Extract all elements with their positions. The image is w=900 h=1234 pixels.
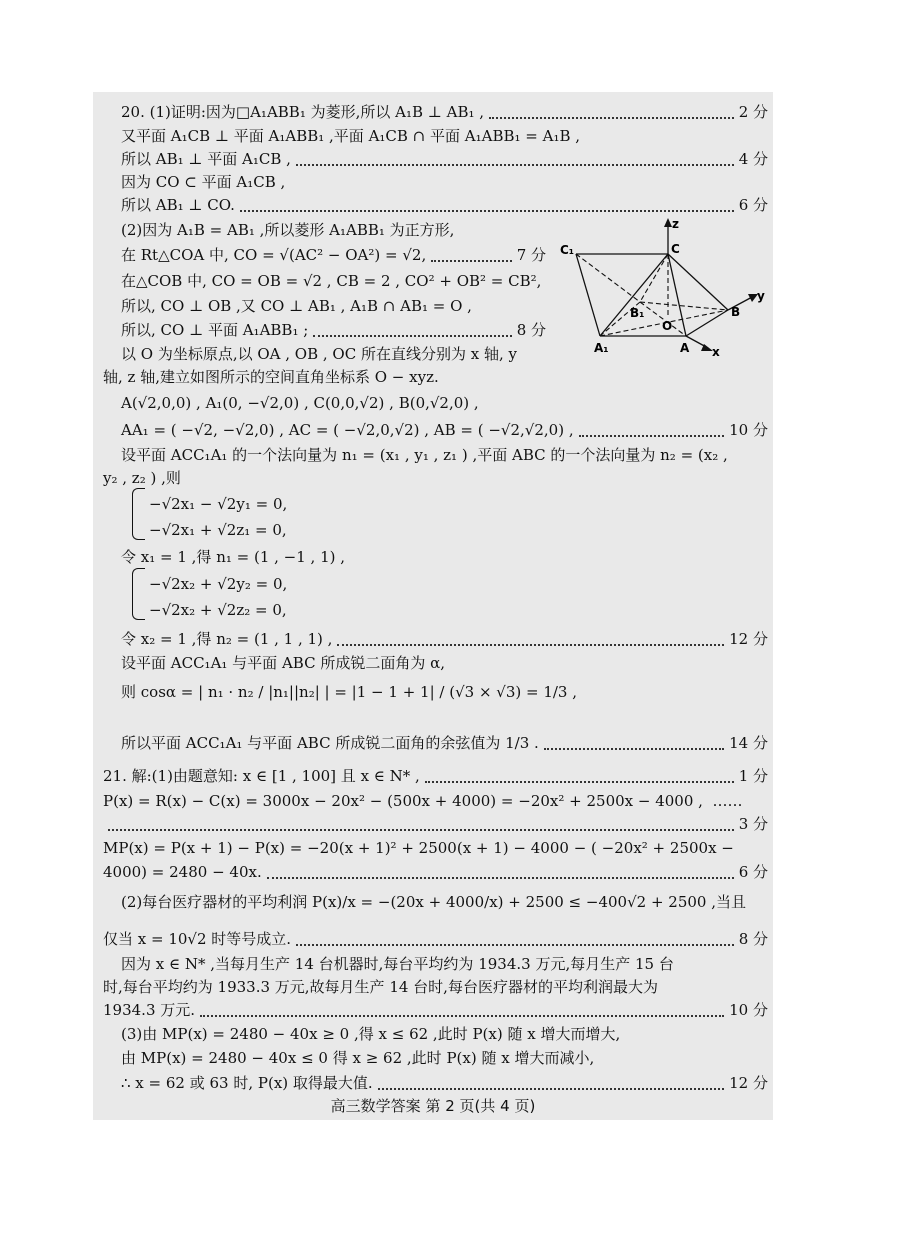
- answer-line: [103, 927, 768, 951]
- line-text: 21. 解:(1)由题意知: x ∈ [1 , 100] 且 x ∈ N* ,: [103, 767, 420, 785]
- fig-label-c: C: [671, 242, 680, 256]
- line-text: (2)因为 A₁B = AB₁ ,所以菱形 A₁ABB₁ 为正方形,: [121, 221, 455, 239]
- line-text: (2)每台医疗器材的平均利润 P(x)/x = −(20x + 4000/x) + 2500 ≤ −400√2 + 2500 ,当且: [121, 893, 746, 911]
- line-text: 轴, z 轴,建立如图所示的空间直角坐标系 O − xyz.: [103, 368, 439, 386]
- leader-dots: [200, 1003, 724, 1017]
- leader-dots: [267, 865, 734, 879]
- fig-label-z: z: [672, 218, 679, 231]
- leader-dots: [378, 1076, 724, 1090]
- line-text: 1934.3 万元.: [103, 1001, 196, 1019]
- leader-dots: [296, 932, 734, 946]
- answer-line: [149, 598, 796, 622]
- answer-line: [103, 860, 768, 884]
- line-text: 所以, CO ⊥ OB ,又 CO ⊥ AB₁ , A₁B ∩ AB₁ = O ,: [121, 297, 472, 315]
- answer-line: [121, 651, 768, 675]
- line-text: 设平面 ACC₁A₁ 的一个法向量为 n₁ = (x₁ , y₁ , z₁ ) ,平面 ABC 的一个法向量为 n₂ = (x₂ ,: [121, 446, 728, 464]
- leader-dots: [240, 198, 734, 212]
- leader-dots: [579, 423, 725, 437]
- line-text: 因为 x ∈ N* ,当每月生产 14 台机器时,每台平均约为 1934.3 万元,每月生产 15 台: [121, 955, 674, 973]
- line-text: 则 cosα = | n₁ · n₂ / |n₁||n₂| | = |1 − 1 + 1| / (√3 × √3) = 1/3 ,: [121, 683, 578, 701]
- score-points: 3 分: [738, 815, 768, 833]
- leader-dots: [313, 323, 511, 337]
- answer-line: [121, 1022, 768, 1046]
- leader-dots: [544, 736, 724, 750]
- fig-label-x: x: [712, 345, 720, 358]
- answer-line: [121, 318, 546, 342]
- line-text: −√2x₂ + √2z₂ = 0,: [149, 601, 287, 619]
- answer-line: [121, 443, 768, 467]
- answer-line: [121, 627, 768, 651]
- score-points: 6 分: [738, 863, 768, 881]
- line-text: 仅当 x = 10√2 时等号成立.: [103, 930, 292, 948]
- answer-line: [149, 492, 796, 516]
- equation-system-brace-1: [132, 488, 145, 540]
- answer-line: [121, 890, 768, 914]
- fig-label-y: y: [757, 289, 765, 303]
- score-points: 12 分: [729, 1074, 768, 1092]
- fig-dashed-b1-b: [640, 302, 728, 310]
- fig-label-o: O: [662, 319, 673, 333]
- answer-line: [103, 836, 768, 860]
- answer-line: [149, 518, 796, 542]
- answer-line: [103, 466, 768, 490]
- line-text: 以 O 为坐标原点,以 OA , OB , OC 所在直线分别为 x 轴, y: [121, 345, 517, 363]
- answer-line: [149, 572, 796, 596]
- line-text: 所以, CO ⊥ 平面 A₁ABB₁ ;: [121, 321, 309, 339]
- answer-line: [121, 243, 546, 267]
- line-text: 所以平面 ACC₁A₁ 与平面 ABC 所成锐二面角的余弦值为 1/3 .: [121, 734, 539, 752]
- leader-dots: [108, 817, 734, 831]
- answer-line: [121, 418, 768, 442]
- fig-edge-a-b: [686, 310, 728, 336]
- answer-line: [121, 680, 768, 704]
- answer-line: [103, 975, 768, 999]
- coordinate-figure: [558, 218, 768, 358]
- answer-line: [121, 952, 768, 976]
- line-text: ∴ x = 62 或 63 时, P(x) 取得最大值.: [121, 1074, 373, 1092]
- fig-label-b: B: [731, 305, 741, 319]
- answer-line: [121, 731, 768, 755]
- fig-edge-c1-a1: [576, 254, 600, 336]
- line-text: (3)由 MP(x) = 2480 − 40x ≥ 0 ,得 x ≤ 62 ,此时 P(x) 随 x 增大而增大,: [121, 1025, 621, 1043]
- answer-line: [121, 124, 768, 148]
- answer-line: [121, 100, 768, 124]
- leader-dots: [425, 769, 734, 783]
- leader-dots: [431, 248, 511, 262]
- score-points: 7 分: [516, 246, 546, 264]
- fig-label-a1: A₁: [594, 341, 609, 355]
- score-points: 8 分: [738, 930, 768, 948]
- answer-line: [121, 391, 768, 415]
- line-text: 由 MP(x) = 2480 − 40x ≤ 0 得 x ≥ 62 ,此时 P(x) 随 x 增大而减小,: [121, 1049, 595, 1067]
- answer-line: [103, 789, 768, 813]
- answer-line: [121, 1046, 768, 1070]
- fig-label-c1: C₁: [560, 243, 575, 257]
- score-points: 8 分: [516, 321, 546, 339]
- score-points: 1 分: [738, 767, 768, 785]
- answer-line: [103, 764, 768, 788]
- answer-line: [103, 365, 768, 389]
- line-text: P(x) = R(x) − C(x) = 3000x − 20x² − (500x + 4000) = −20x² + 2500x − 4000 , ……: [103, 792, 743, 810]
- answer-line: [121, 147, 768, 171]
- fig-dashed-c-b1: [640, 254, 668, 302]
- answer-line: [121, 193, 768, 217]
- score-points: 12 分: [729, 630, 768, 648]
- line-text: −√2x₂ + √2y₂ = 0,: [149, 575, 288, 593]
- score-points: 10 分: [729, 421, 768, 439]
- fig-label-b1: B₁: [630, 306, 645, 320]
- line-text: 在△COB 中, CO = OB = √2 , CB = 2 , CO² + OB² = CB²,: [121, 272, 542, 290]
- line-text: −√2x₁ + √2z₁ = 0,: [149, 521, 287, 539]
- answer-line: [121, 1071, 768, 1095]
- line-text: A(√2,0,0) , A₁(0, −√2,0) , C(0,0,√2) , B(0,√2,0) ,: [121, 394, 479, 412]
- leader-dots: [296, 152, 734, 166]
- line-text: 设平面 ACC₁A₁ 与平面 ABC 所成锐二面角为 α,: [121, 654, 445, 672]
- line-text: AA₁ = ( −√2, −√2,0) , AC = ( −√2,0,√2) , AB = ( −√2,√2,0) ,: [121, 421, 574, 439]
- line-text: 在 Rt△COA 中, CO = √(AC² − OA²) = √2,: [121, 246, 427, 264]
- line-text: 因为 CO ⊂ 平面 A₁CB ,: [121, 173, 286, 191]
- answer-line: [121, 170, 768, 194]
- fig-arrow-z: [664, 218, 672, 227]
- score-points: 14 分: [729, 734, 768, 752]
- equation-system-brace-2: [132, 568, 145, 620]
- score-points: 6 分: [738, 196, 768, 214]
- score-points: 2 分: [738, 103, 768, 121]
- line-text: 所以 AB₁ ⊥ 平面 A₁CB ,: [121, 150, 291, 168]
- line-text: −√2x₁ − √2y₁ = 0,: [149, 495, 288, 513]
- line-text: 令 x₂ = 1 ,得 n₂ = (1 , 1 , 1) ,: [121, 630, 333, 648]
- line-text: MP(x) = P(x + 1) − P(x) = −20(x + 1)² + 2500(x + 1) − 4000 − ( −20x² + 2500x −: [103, 839, 734, 857]
- leader-dots: [337, 632, 724, 646]
- answer-line: [121, 545, 768, 569]
- line-text: 令 x₁ = 1 ,得 n₁ = (1 , −1 , 1) ,: [121, 548, 346, 566]
- line-text: 时,每台平均约为 1933.3 万元,故每月生产 14 台时,每台医疗器材的平均利润最大为: [103, 978, 658, 996]
- fig-label-a: A: [680, 341, 690, 355]
- fig-edge-c-b: [668, 254, 728, 310]
- line-text: 4000) = 2480 − 40x.: [103, 863, 262, 881]
- score-points: 4 分: [738, 150, 768, 168]
- line-text: 所以 AB₁ ⊥ CO.: [121, 196, 235, 214]
- page-footer: 高三数学答案 第 2 页(共 4 页): [330, 1097, 536, 1115]
- leader-dots: [489, 105, 734, 119]
- answer-line: [103, 812, 768, 836]
- line-text: y₂ , z₂ ) ,则: [103, 469, 181, 487]
- line-text: 20. (1)证明:因为□A₁ABB₁ 为菱形,所以 A₁B ⊥ AB₁ ,: [121, 103, 485, 121]
- line-text: 又平面 A₁CB ⊥ 平面 A₁ABB₁ ,平面 A₁CB ∩ 平面 A₁ABB₁ = A₁B ,: [121, 127, 581, 145]
- score-points: 10 分: [729, 1001, 768, 1019]
- answer-line: [103, 998, 768, 1022]
- fig-dashed-c1-b1: [576, 254, 640, 302]
